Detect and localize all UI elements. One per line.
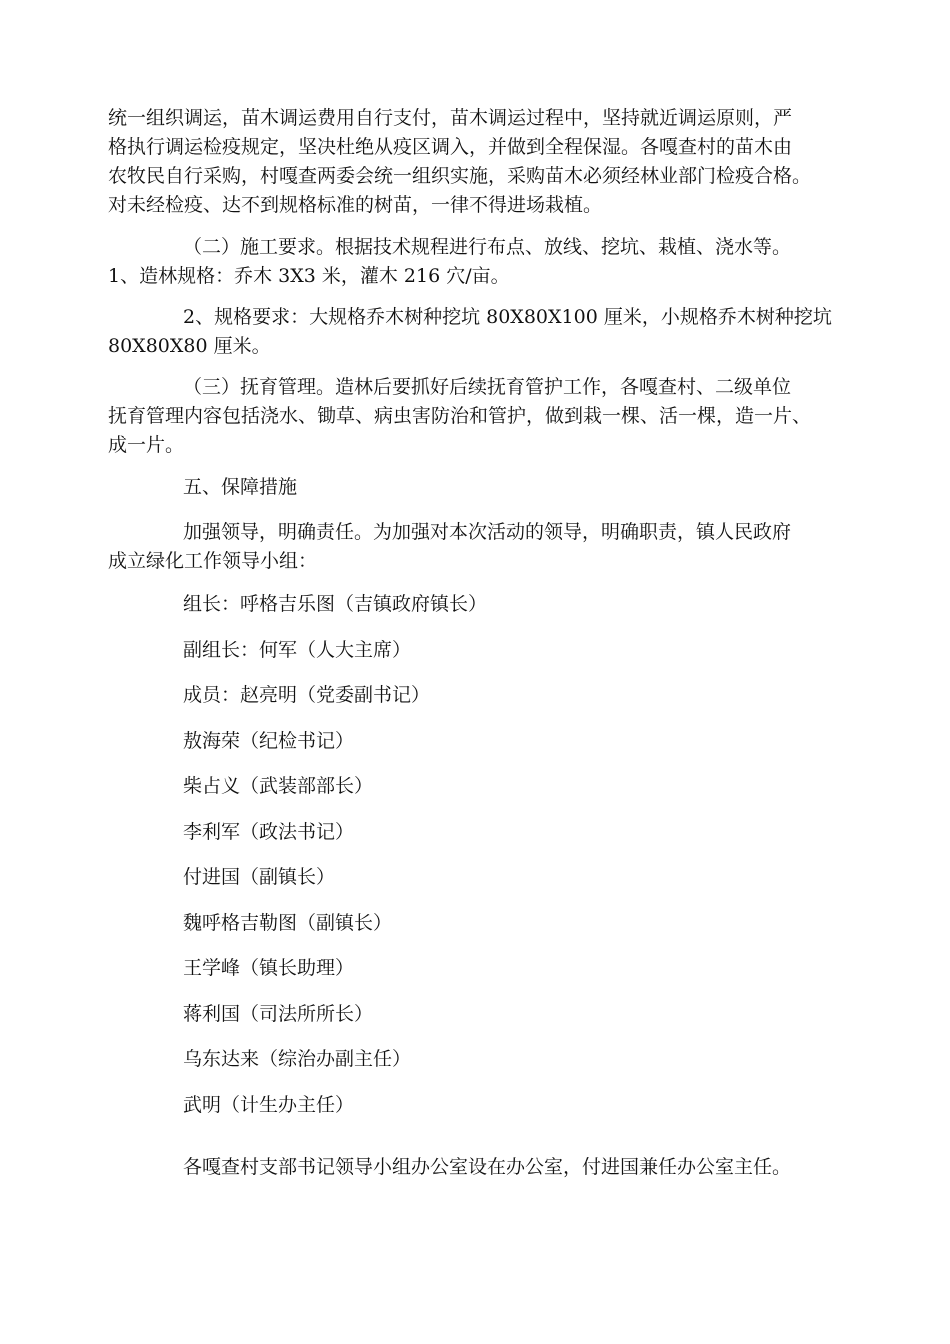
member-text: 乌东达来（综治办副主任） (183, 1048, 412, 1070)
member-text: 柴占义（武装部部长） (183, 775, 374, 797)
text-line: 成一片。 (108, 434, 185, 456)
member-item (108, 772, 852, 801)
text-line: （二）施工要求。根据技术规程进行布点、放线、挖坑、栽植、浇水等。 (183, 236, 792, 258)
text-line: 成立绿化工作领导小组： (108, 550, 318, 572)
member-text: 王学峰（镇长助理） (183, 957, 355, 979)
paragraph-office-setup (108, 1153, 852, 1182)
text-line: 格执行调运检疫规定，坚决杜绝从疫区调入，并做到全程保湿。各嘎查村的苗木由 (108, 136, 793, 158)
member-text: 蒋利国（司法所所长） (183, 1003, 374, 1025)
member-group-leader (108, 590, 852, 619)
text-line: 农牧民自行采购，村嘎查两委会统一组织实施，采购苗木必须经林业部门检疫合格。 (108, 165, 812, 187)
member-item (108, 727, 852, 756)
member-text: 付进国（副镇长） (183, 866, 336, 888)
paragraph-spec-requirements (108, 303, 852, 361)
member-text: 敖海荣（纪检书记） (183, 730, 355, 752)
text-line: 加强领导，明确责任。为加强对本次活动的领导，明确职责，镇人民政府 (183, 521, 792, 543)
member-item (108, 1045, 852, 1074)
member-text: 成员：赵亮明（党委副书记） (183, 684, 431, 706)
member-text: 李利军（政法书记） (183, 821, 355, 843)
paragraph-leadership (108, 518, 852, 576)
text-line: 对未经检疫、达不到规格标准的树苗，一律不得进场栽植。 (108, 194, 603, 216)
member-deputy-leader (108, 636, 852, 665)
paragraph-tending-management (108, 373, 852, 460)
member-item (108, 818, 852, 847)
text-line: （三）抚育管理。造林后要抓好后续抚育管护工作，各嘎查村、二级单位 (183, 376, 792, 398)
member-item (108, 909, 852, 938)
member-item (108, 1091, 852, 1120)
member-text: 武明（计生办主任） (183, 1094, 355, 1116)
member-item (108, 1000, 852, 1029)
section-heading-safeguards (108, 473, 852, 502)
text-line: 1、造林规格：乔木 3X3 米，灌木 216 穴/亩。 (108, 265, 510, 287)
paragraph-construction-requirements (108, 233, 852, 291)
text-line: 各嘎查村支部书记领导小组办公室设在办公室，付进国兼任办公室主任。 (183, 1156, 792, 1178)
member-members-label (108, 681, 852, 710)
text-line: 统一组织调运，苗木调运费用自行支付，苗木调运过程中，坚持就近调运原则，严 (108, 107, 793, 129)
member-item (108, 954, 852, 983)
text-line: 抚育管理内容包括浇水、锄草、病虫害防治和管护，做到栽一棵、活一棵，造一片、 (108, 405, 812, 427)
member-item (108, 863, 852, 892)
member-text: 魏呼格吉勒图（副镇长） (183, 912, 393, 934)
member-text: 组长：呼格吉乐图（吉镇政府镇长） (183, 593, 488, 615)
heading-text: 五、保障措施 (183, 476, 298, 498)
paragraph-seedling-transport (108, 104, 852, 220)
text-line: 2、规格要求：大规格乔木树种挖坑 80X80X100 厘米，小规格乔木树种挖坑 (183, 306, 832, 328)
member-text: 副组长：何军（人大主席） (183, 639, 412, 661)
text-line: 80X80X80 厘米。 (108, 335, 271, 357)
